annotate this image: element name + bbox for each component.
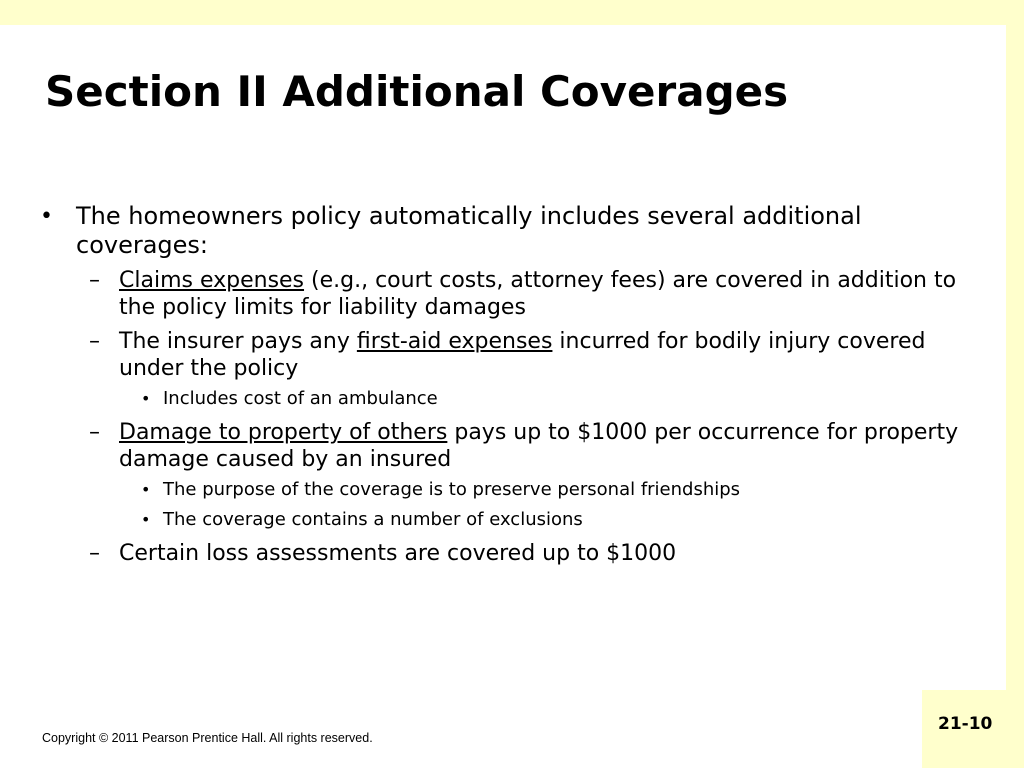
dash-marker: – bbox=[89, 268, 100, 293]
claims-expenses-text: (e.g., court costs, attorney fees) are covered in addition to the policy limits for liability damages bbox=[119, 268, 957, 320]
first-aid-text-before: The insurer pays any bbox=[119, 329, 357, 354]
slide-footer-band bbox=[0, 690, 922, 768]
slide-body bbox=[40, 202, 990, 567]
sub-bullet-marker: • bbox=[141, 389, 151, 408]
bullet-first-aid-expenses bbox=[83, 328, 990, 382]
claims-expenses-term: Claims expenses bbox=[119, 268, 305, 293]
damage-to-property-term: Damage to property of others bbox=[119, 420, 448, 445]
sub-bullet-text: The purpose of the coverage is to preserve personal friendships bbox=[163, 479, 741, 500]
bullet-marker: • bbox=[40, 204, 53, 229]
loss-assessments-text: Certain loss assessments are covered up to $1000 bbox=[119, 541, 677, 566]
bullet-claims-expenses bbox=[83, 267, 990, 321]
sub-bullet-purpose bbox=[141, 477, 990, 503]
bullet-loss-assessments bbox=[83, 540, 990, 567]
copyright-notice: Copyright © 2011 Pearson Prentice Hall. All rights reserved. bbox=[42, 731, 373, 745]
sub-bullet-text: Includes cost of an ambulance bbox=[163, 388, 438, 409]
dash-marker: – bbox=[89, 329, 100, 354]
damage-to-property-text: pays up to $1000 per occurrence for property damage caused by an insured bbox=[119, 420, 959, 472]
bullet-damage-to-property bbox=[83, 419, 990, 473]
sub-bullet-exclusions bbox=[141, 507, 990, 533]
sub-bullet-marker: • bbox=[141, 480, 151, 499]
bullet-intro-text: The homeowners policy automatically includes several additional coverages: bbox=[76, 202, 862, 259]
sub-bullet-text: The coverage contains a number of exclusions bbox=[163, 509, 583, 530]
sub-bullet-ambulance bbox=[141, 386, 990, 412]
bullet-intro bbox=[40, 202, 990, 260]
slide-number: 21-10 bbox=[938, 714, 993, 734]
first-aid-expenses-term: first-aid expenses bbox=[356, 329, 553, 354]
first-aid-text-after: incurred for bodily injury covered under the policy bbox=[119, 329, 926, 381]
sub-bullet-marker: • bbox=[141, 510, 151, 529]
dash-marker: – bbox=[89, 420, 100, 445]
dash-marker: – bbox=[89, 541, 100, 566]
slide-title: Section II Additional Coverages bbox=[45, 67, 789, 116]
